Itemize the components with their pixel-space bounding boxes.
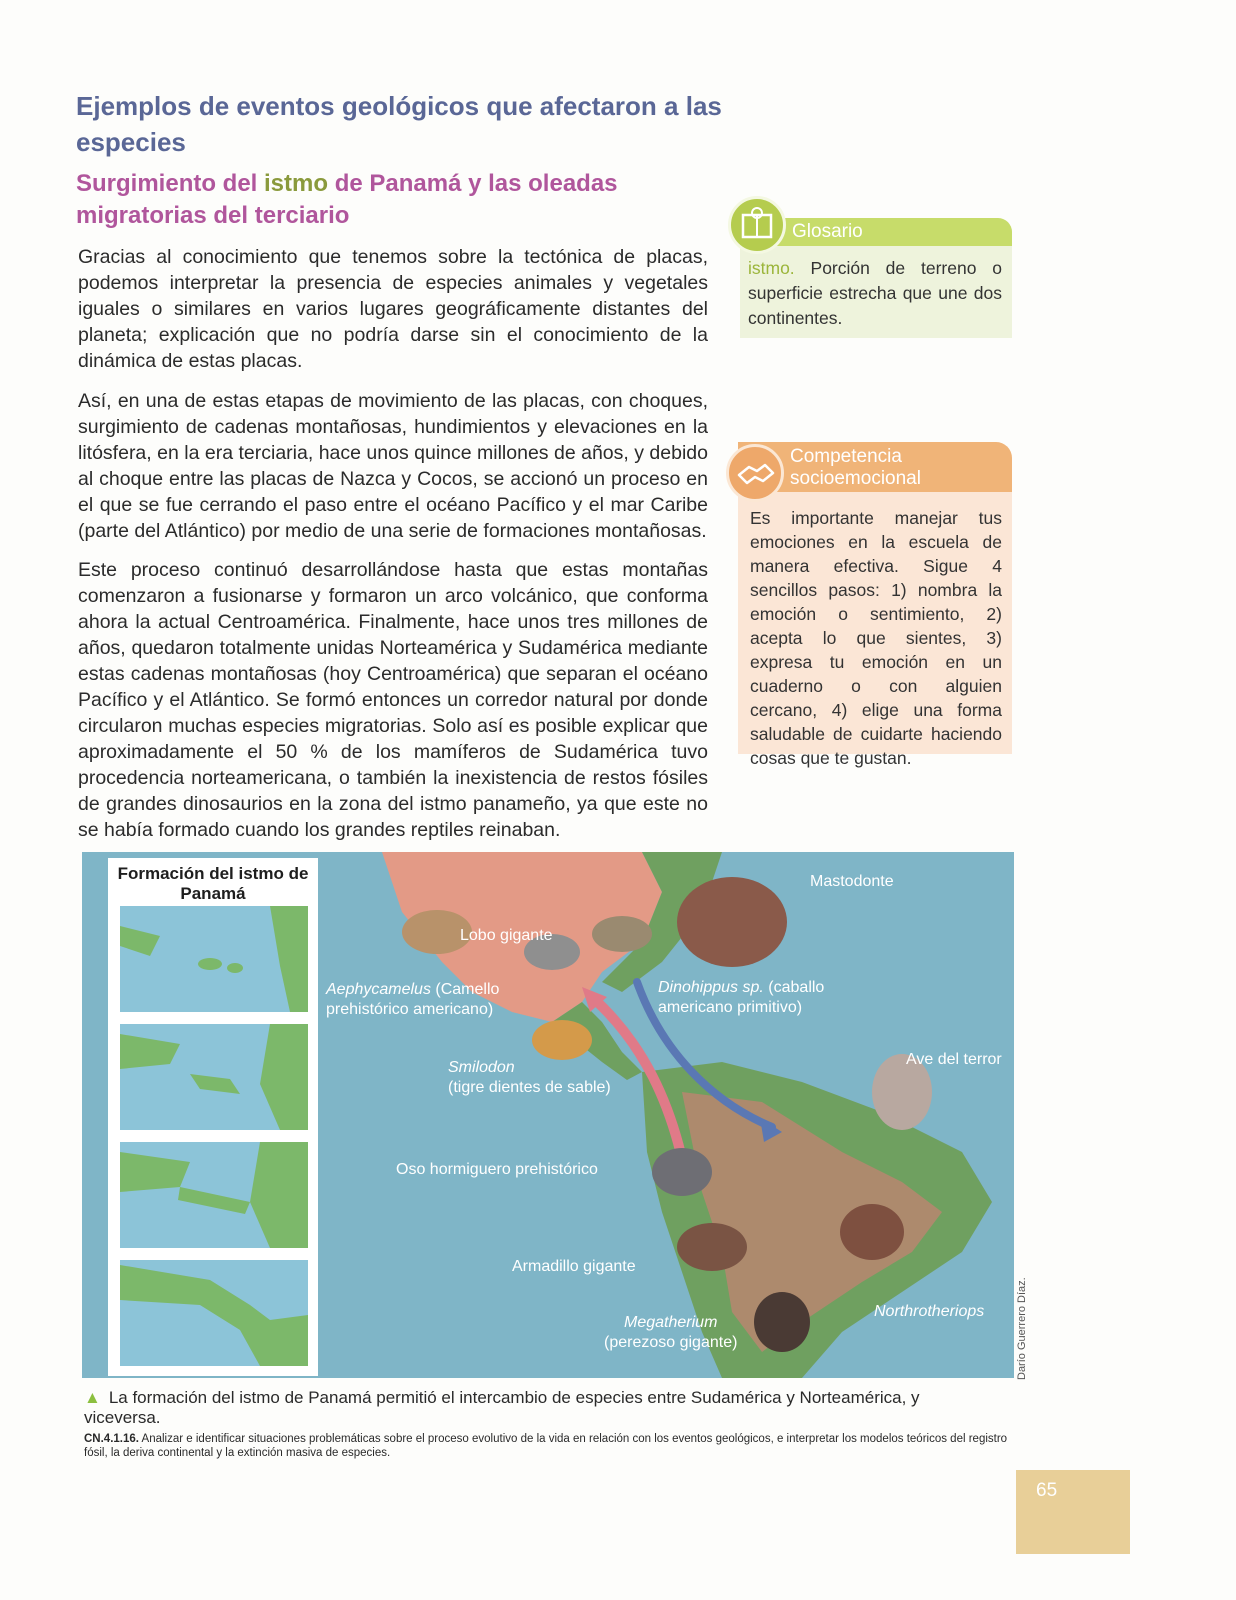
armadillo-illustration <box>677 1223 747 1271</box>
section-heading: Ejemplos de eventos geológicos que afectaron a las especies <box>76 91 722 157</box>
subheading-part1: Surgimiento del <box>76 170 265 197</box>
anteater-illustration <box>652 1148 712 1196</box>
standard-text: Analizar e identificar situaciones problemáticas sobre el proceso evolutivo de la vida en relación con los eventos geológicos, e interpretar los modelos teóricos del registro fósil, la deriva continental y la extinción masiva de especies. <box>84 1433 1008 1459</box>
label-oso-hormiguero: Oso hormiguero prehistórico <box>396 1161 598 1178</box>
page-number: 65 <box>1036 1480 1058 1501</box>
smilodon-illustration <box>532 1020 592 1060</box>
standard-code: CN.4.1.16. <box>84 1433 139 1445</box>
label-dinohippus-name: Dinohippus sp. <box>658 979 764 996</box>
competencia-text: Es importante manejar tus emociones en la escuela de manera efectiva. Sigue 4 sencillos pasos: 1) nombra la emoción o sentimiento, 2) acepta lo que sientes, 3) expresa tu emoción en un cuaderno o con alguien cercano, 4) elige una forma saludable de cuidarte haciendo cosas que te gustan. <box>750 508 1002 768</box>
credit-text: Darío Guerrero Díaz. <box>1016 1277 1028 1380</box>
label-aephycamelus <box>326 980 526 1020</box>
label-mastodonte: Mastodonte <box>810 873 894 890</box>
label-megatherium <box>604 1313 737 1353</box>
label-northrotheriops-name: Northrotheriops <box>874 1303 985 1320</box>
curriculum-standard <box>84 1432 1024 1460</box>
northrotheriops-illustration <box>840 1204 904 1260</box>
handshake-icon <box>726 444 784 502</box>
label-megatherium-name: Megatherium <box>624 1314 718 1331</box>
label-dinohippus <box>658 978 838 1018</box>
isthmus-stage-3 <box>120 1142 308 1248</box>
label-ave-del-terror: Ave del terror <box>906 1051 1002 1068</box>
label-smilodon <box>448 1058 611 1098</box>
label-lobo-gigante: Lobo gigante <box>460 927 553 944</box>
competencia-title-1: Competencia <box>790 446 902 467</box>
isthmus-stage-2 <box>120 1024 308 1130</box>
glosario-term: istmo. <box>748 258 795 278</box>
paragraph-2: Así, en una de estas etapas de movimiento de las placas, con choques, surgimiento de cadenas montañosas, hundimientos y elevaciones en la litósfera, en la era terciaria, hace unos quince millones de años, y debido al choque entre las placas de Nazca y Cocos, se accionó un proceso en el que se fue cerrando el paso entre el océano Pacífico y el mar Caribe (parte del Atlántico) por medio de una serie de formaciones montañosas. <box>78 390 708 542</box>
paragraph-3: Este proceso continuó desarrollándose hasta que estas montañas comenzaron a fusionarse y formaron un arco volcánico, que conforma ahora la actual Centroamérica. Finalmente, hace unos tres millones de años, quedaron totalmente unidas Norteamérica y Sudamérica mediante estas cadenas montañosas (hoy Centroamérica) que separan el océano Pacífico y el Atlántico. Se formó entonces un corredor natural por donde circularon muchas especies migratorias. Solo así es posible explicar que aproximadamente el 50 % de los mamíferos de Sudamérica tuvo procedencia norteamericana, o también la inexistencia de restos fósiles de grandes dinosaurios en la zona del istmo panameño, ya que este no se había formado cuando los grandes reptiles reinaban. <box>78 559 708 841</box>
label-armadillo: Armadillo gigante <box>512 1258 636 1275</box>
isthmus-stage-1 <box>120 906 308 1012</box>
glosario-definition <box>748 256 1002 331</box>
label-aephycamelus-desc: (Camello prehistórico americano) <box>326 981 500 1018</box>
competencia-title-2: socioemocional <box>790 468 921 489</box>
glosario-title: Glosario <box>792 221 863 242</box>
horse-illustration <box>592 916 652 952</box>
label-aephycamelus-name: Aephycamelus <box>326 981 431 998</box>
megatherium-illustration <box>754 1292 810 1352</box>
figure-caption <box>84 1388 984 1428</box>
subheading-highlight: istmo <box>264 170 329 197</box>
illustration-credit <box>1016 1277 1036 1380</box>
book-icon <box>728 196 786 254</box>
subheading-part2: de Panamá y las oleadas migratorias del terciario <box>76 170 618 229</box>
label-smilodon-name: Smilodon <box>448 1059 515 1076</box>
label-northrotheriops <box>874 1302 984 1322</box>
label-smilodon-desc: (tigre dientes de sable) <box>448 1079 611 1096</box>
page-number-tab <box>1016 1470 1130 1554</box>
isthmus-stage-4 <box>120 1260 308 1366</box>
caption-text: La formación del istmo de Panamá permitió el intercambio de especies entre Sudamérica y Norteamérica, y viceversa. <box>84 1388 920 1427</box>
label-dinohippus-desc: (caballo americano primitivo) <box>658 979 825 1016</box>
isthmus-panel-title: Formación del istmo de Panamá <box>117 864 309 903</box>
subsection-heading <box>76 168 736 232</box>
glosario-definition-text: Porción de terreno o superficie estrecha que une dos continentes. <box>748 258 1002 328</box>
label-megatherium-desc: (perezoso gigante) <box>604 1334 738 1351</box>
triangle-icon: ▲ <box>84 1388 101 1407</box>
mastodon-illustration <box>677 877 787 967</box>
paragraph-1: Gracias al conocimiento que tenemos sobre la tectónica de placas, podemos interpretar la presencia de especies animales y vegetales iguales o similares en varios lugares geográficamente distantes del planeta; explicación que no podría darse sin el conocimiento de la dinámica de estas placas. <box>78 246 708 372</box>
